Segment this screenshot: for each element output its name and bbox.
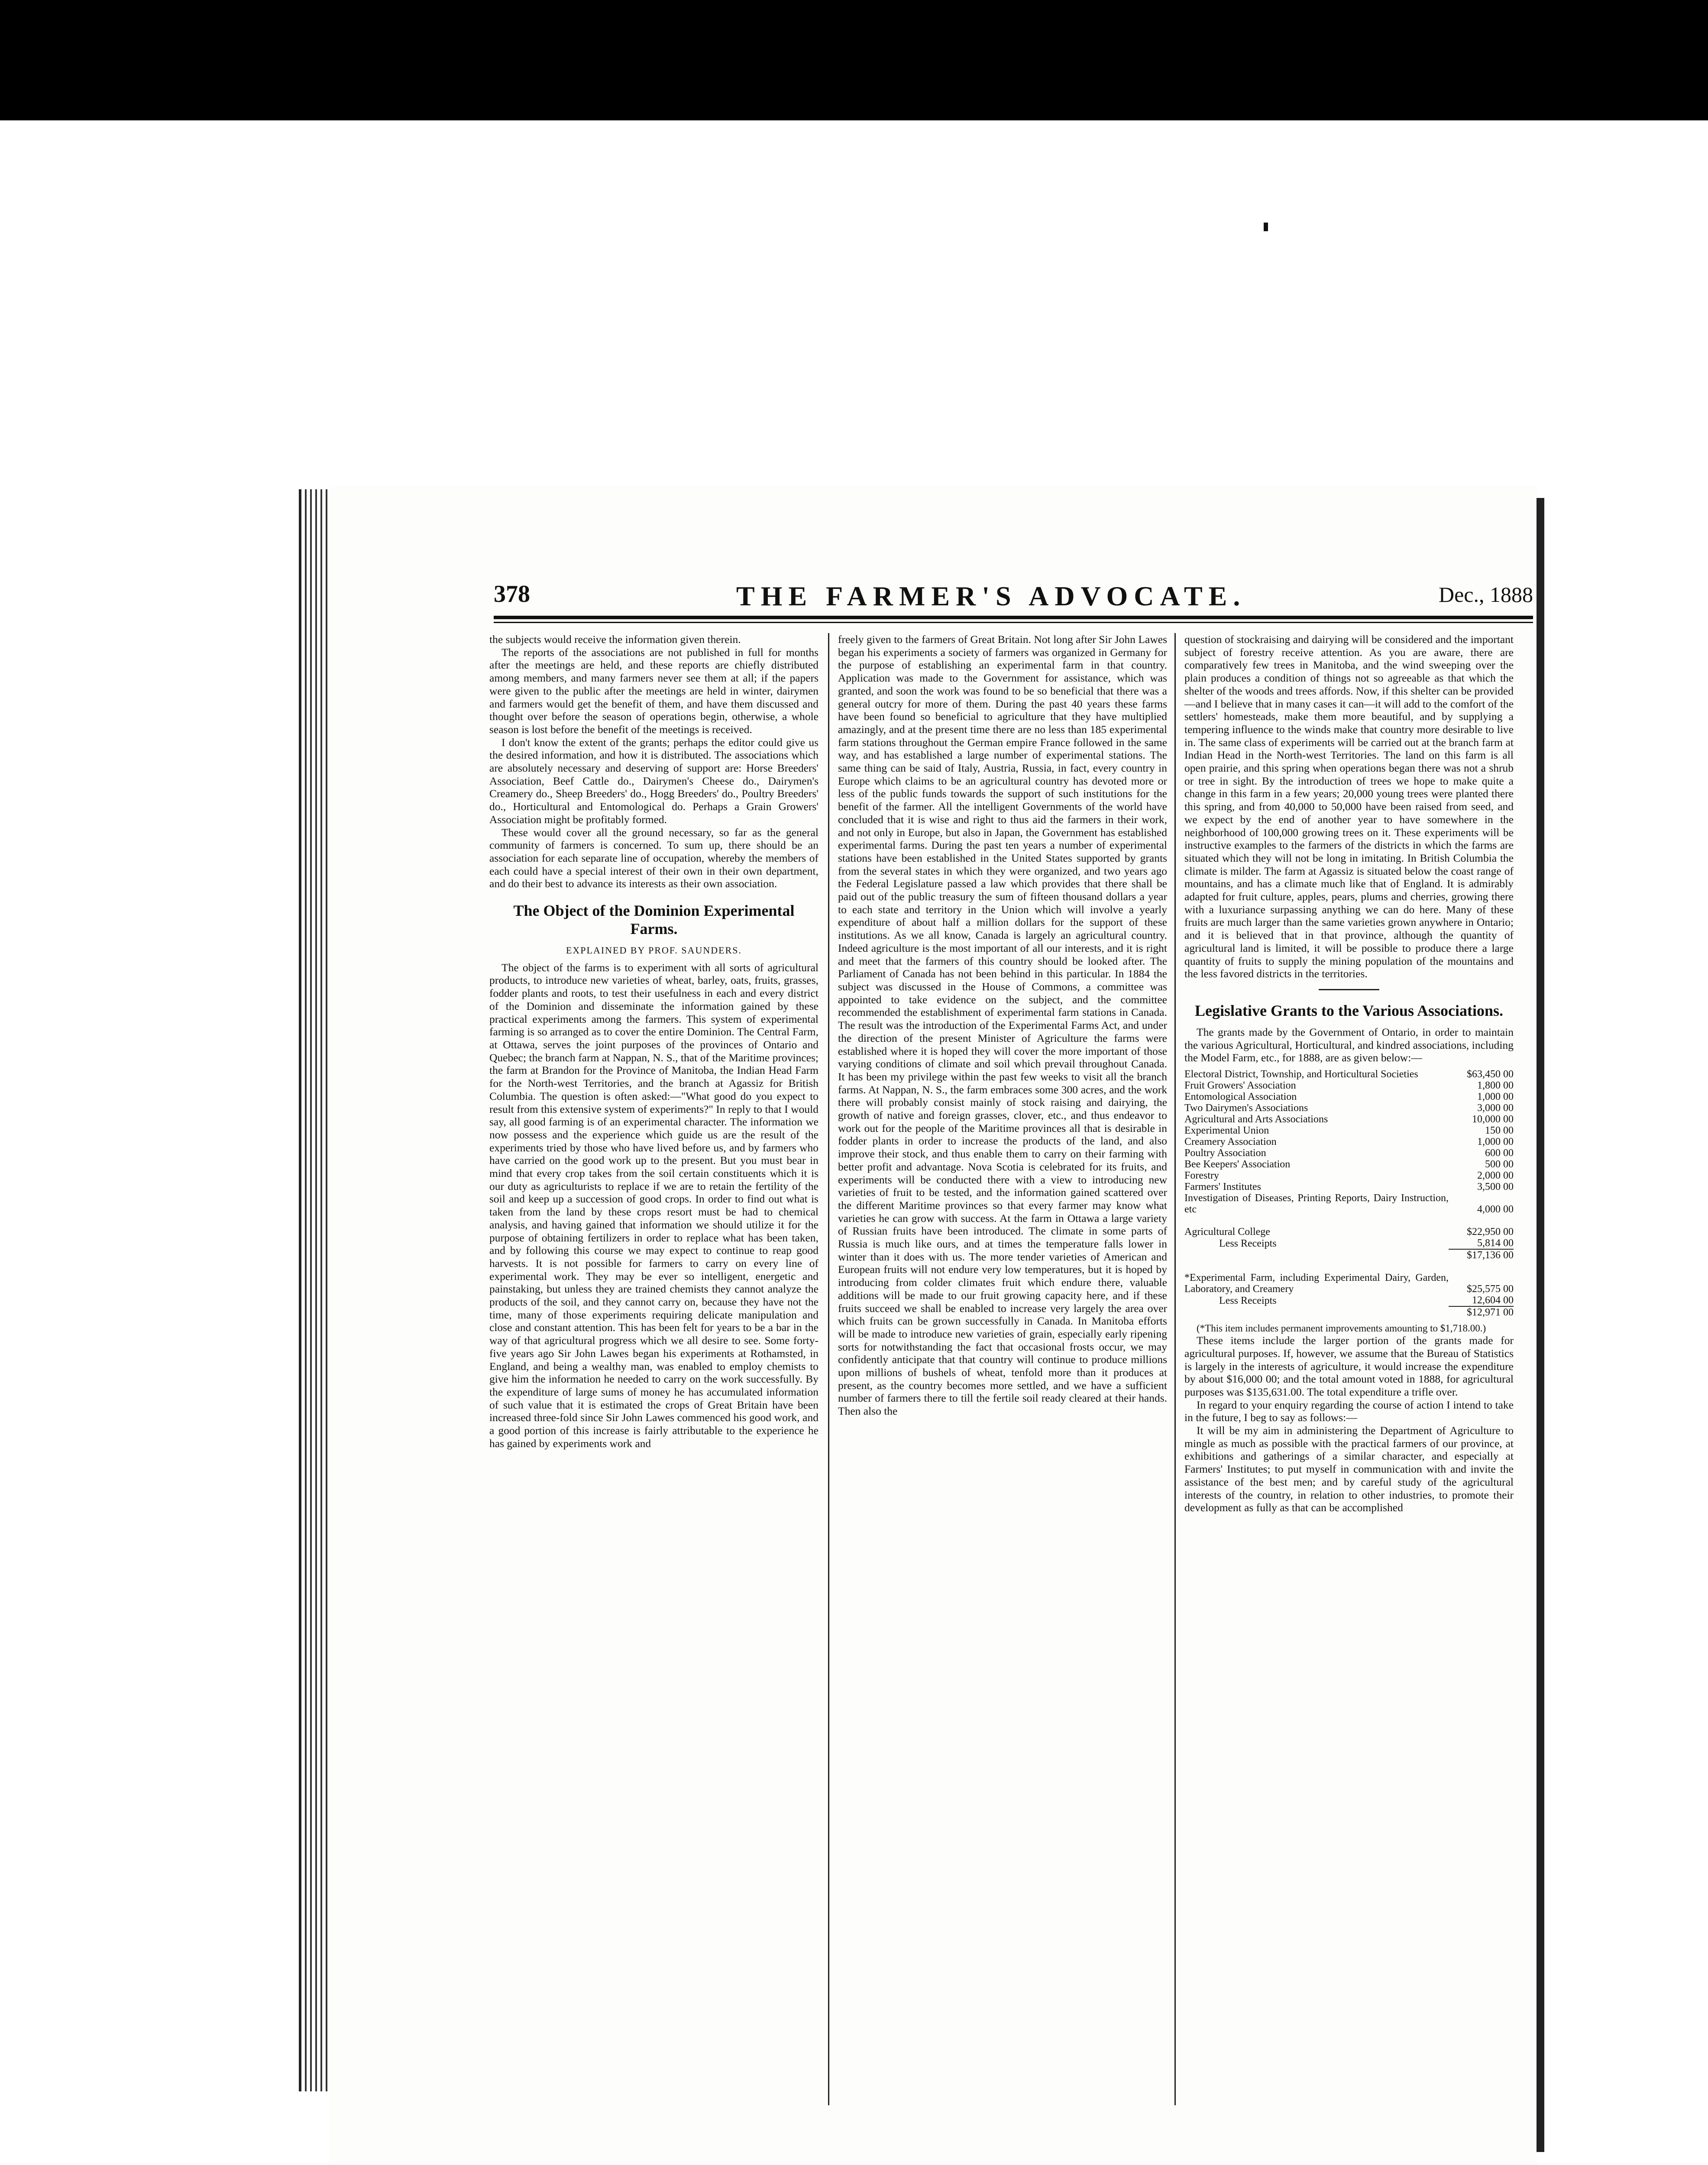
grant-amount: 3,000 00: [1477, 1102, 1514, 1114]
grant-amount: 3,500 00: [1477, 1181, 1514, 1193]
grant-row: [1184, 1181, 1514, 1192]
grant-label: Creamery Association: [1184, 1136, 1277, 1148]
column-3: [1184, 633, 1514, 1514]
grant-amount: 10,000 00: [1472, 1114, 1514, 1125]
grant-amount: 600 00: [1485, 1147, 1514, 1159]
grant-amount: 4,000 00: [1477, 1204, 1514, 1215]
grant-label: Entomological Association: [1184, 1091, 1297, 1103]
page-number: 378: [494, 581, 530, 607]
paragraph: The object of the farms is to experiment with all sorts of agricultural products, to introduce new varieties of wheat, barley, oats, fruits, grasses, fodder plants and roots, to test their usefulness in each and every district of the Dominion and disseminate the information gained by these practical experiments among the farmers. This system of experimental farming is so arranged as to cover the entire Dominion. The Central Farm, at Ottawa, serves the joint purposes of the provinces of Ontario and Quebec; the branch farm at Nappan, N. S., that of the Maritime provinces; the farm at Brandon for the Province of Manitoba, the Indian Head Farm for the North-west Territories, and the branch at Agassiz for British Columbia. The question is often asked:—"What good do you expect to result from this extensive system of experiments?" In reply to that I would say, all good farming is of an experimental character. The information we now possess and the experience which guide us are the result of the experiments tried by those who have lived before us, and by farmers who have carried on the good work up to the present. But you must bear in mind that every crop takes from the soil certain constituents which it is our duty as agriculturists to replace if we are to retain the fertility of the soil and keep up a succession of good crops. In order to find out what is taken from the land by these crops resort must be had to chemical analysis, and having gained that information we should utilize it for the purpose of obtaining fertilizers in order to replace what has been taken, and by following this course we may expect to continue to reap good harvests. It is not possible for farmers to carry on every line of experimental work. They may be ever so intelligent, energetic and painstaking, but unless they are trained chemists they cannot analyze the products of the soil, and they cannot carry on, because they have not the time, many of those experiments requiring delicate manipulation and close and constant attention. This has been felt for years to be a bar in the way of that agricultural progress which we all desire to see. Some forty-five years ago Sir John Lawes began his experiments at Rothamsted, in England, and being a wealthy man, was enabled to employ chemists to give him the information he needed to carry on the work successfully. By the expenditure of large sums of money he has accumulated information of such value that it is estimated the crops of Great Britain have been increased three-fold since Sir John Lawes commenced his good work, and a good portion of this increase is fairly attributable to the experience he has gained by experiments work and: [489, 961, 818, 1450]
grant-label: Poultry Association: [1184, 1147, 1266, 1159]
grant-amount: 1,000 00: [1477, 1136, 1514, 1148]
grant-label: Agricultural College: [1184, 1226, 1270, 1238]
grant-label: Agricultural and Arts Associations: [1184, 1114, 1328, 1125]
paragraph: The reports of the associations are not published in full for months after the meetings are held, and these reports are chiefly distributed among members, and many farmers never see them at all; if the papers were given to the public after the meetings are held in winter, dairymen and farmers would get the benefit of them, and have them discussed and thought over before the season of operations begin, otherwise, a whole season is lost before the benefit of the meetings is received.: [489, 646, 818, 736]
page-right-edge: [1537, 498, 1544, 2152]
grant-amount: 5,814 00: [1477, 1238, 1514, 1249]
column-divider-2: [1174, 633, 1176, 2105]
paragraph: It will be my aim in administering the Department of Agriculture to mingle as much as possible with the practical farmers of our province, at exhibitions and gatherings of a similar character, and especially at Farmers' Institutes; to put myself in communication with and invite the assistance of the best men; and by careful study of the agricultural interests of the country, in relation to other industries, to promote their development as fully as that can be accomplished: [1184, 1424, 1514, 1514]
grant-row: [1184, 1147, 1514, 1159]
grant-amount: 150 00: [1485, 1125, 1514, 1137]
grant-amount: 2,000 00: [1477, 1170, 1514, 1182]
grant-amount: 1,000 00: [1477, 1091, 1514, 1103]
grant-label: Less Receipts: [1219, 1238, 1277, 1250]
grant-amount: 500 00: [1485, 1159, 1514, 1170]
grant-label: Experimental Union: [1184, 1125, 1269, 1137]
grant-row: [1184, 1091, 1514, 1102]
paragraph: These would cover all the ground necessary, so far as the general community of farmers is concerned. To sum up, there should be an association for each separate line of occupation, whereby the members of each could have a special interest of their own in their own department, and do their best to advance its interests as their own association.: [489, 826, 818, 890]
scan-speck: [1264, 223, 1268, 231]
page-header: [494, 580, 1533, 615]
paragraph: These items include the larger portion of the grants made for agricultural purposes. If, however, we assume that the Bureau of Statistics is largely in the interests of agriculture, it would increase the expenditure by about $16,000 00; and the total amount voted in 1888, for agricultural purposes was $135,631.00. The total expenditure a trifle over.: [1184, 1334, 1514, 1398]
grant-net: $17,136 00: [1449, 1249, 1514, 1261]
grant-row: [1184, 1080, 1514, 1091]
paragraph: The grants made by the Government of Ontario, in order to maintain the various Agricultural, Horticultural, and kindred associations, including the Model Farm, etc., for 1888, are as given below:—: [1184, 1025, 1514, 1064]
grant-row: [1184, 1069, 1514, 1080]
grant-amount: 12,604 00: [1472, 1295, 1514, 1306]
section-rule: [1319, 989, 1379, 990]
grant-row: [1184, 1114, 1514, 1125]
paragraph: freely given to the farmers of Great Britain. Not long after Sir John Lawes began his experiments a society of farmers was organized in Germany for the purpose of establishing an experimental farm in that country. Application was made to the Government for assistance, which was granted, and soon the work was found to be so beneficial that there was a general outcry for more of them. During the past 40 years these farms have been found so beneficial to agriculture that they have multiplied amazingly, and at the present time there are no less than 185 experimental farm stations throughout the German empire France followed in the same way, and has established a large number of experimental stations. The same thing can be said of Italy, Austria, Russia, in fact, every country in Europe which claims to be an agricultural country has devoted more or less of the public funds towards the support of such institutions for the benefit of the farmer. All the intelligent Governments of the world have concluded that it is wise and right to thus aid the farmers in their work, and not only in Europe, but also in Japan, the Government has established experimental farms. During the past ten years a number of experimental stations have been established in the United States supported by grants from the several states in which they were organized, and two years ago the Federal Legislature passed a law which provides that there shall be paid out of the public treasury the sum of fifteen thousand dollars a year to each state and territory in the Union which will involve a yearly expenditure of about half a million dollars for the support of these institutions. As we all know, Canada is largely an agricultural country. Indeed agriculture is the most important of all our interests, and it is right and meet that the farmers of this country should be looked after. The Parliament of Canada has not been behind in this particular. In 1884 the subject was discussed in the House of Commons, a committee was appointed to take evidence on the subject, and the committee recommended the establishment of experimental farm stations in Canada. The result was the introduction of the Experimental Farms Act, and under the direction of the present Minister of Agriculture the farms were established where it is hoped they will cover the more important of those varying conditions of climate and soil which prevail throughout Canada. It has been my privilege within the past few weeks to visit all the branch farms. At Nappan, N. S., the farm embraces some 300 acres, and the work there will probably consist mainly of stock raising and dairying, the growth of native and foreign grasses, clover, etc., and thus endeavor to work out for the people of the Maritime provinces all that is desirable in fodder plants in order to increase the products of the land, and also improve their stock, and thus enable them to carry on their farming with better profit and advantage. Nova Scotia is celebrated for its fruits, and experiments will be conducted there with a view to introducing new varieties of fruit to be tested, and the information gained scattered over the different Maritime provinces so that every farmer may know what varieties he can grow with success. At the farm in Ottawa a large variety of Russian fruits have been introduced. The climate in some parts of Russia is much like ours, and at times the temperature falls lower in winter than it does with us. The more tender varieties of American and European fruits will not endure very low temperatures, but it is hoped by introducing from colder climates fruit which endure there, valuable additions will be made to our fruit growing capacity here, and if these fruits succeed we shall be enabled to increase very largely the area over which fruits can be grown successfully in Canada. In Manitoba efforts will be made to introduce new varieties of grain, especially early ripening sorts for notwithstanding the fact that occasional frosts occur, we may confidently anticipate that that country will continue to produce millions upon millions of bushels of wheat, tenfold more than it produces at present, as the country becomes more settled, and we have a sufficient number of farmers there to till the fertile soil ready cleared at their hands. Then also the: [838, 633, 1167, 1418]
paragraph: the subjects would receive the information given therein.: [489, 633, 741, 646]
grants-table: [1184, 1069, 1514, 1318]
header-rule: [494, 616, 1533, 619]
grant-row: [1184, 1159, 1514, 1170]
grant-label: Forestry: [1184, 1170, 1219, 1182]
paragraph: question of stockraising and dairying will be considered and the important subject of forestry receive attention. As you are aware, there are comparatively few trees in Manitoba, and the wind sweeping over the plain produces a condition of things not so agreeable as that which the shelter of the woods and trees affords. Now, if this shelter can be provided—and I believe that in many cases it can—it will add to the comfort of the settlers' homesteads, make them more beautiful, and by supplying a tempering influence to the winds make that country more desirable to live in. The same class of experiments will be carried out at the branch farm at Indian Head in the North-west Territories. The land on this farm is all open prairie, and this spring when operations began there was not a shrub or tree in sight. By the introduction of trees we hope to make quite a change in this farm in a few years; 20,000 young trees were planted there this spring, and from 40,000 to 50,000 have been raised from seed, and we expect by the end of another year to have somewhere in the neighborhood of 100,000 growing trees on it. These experiments will be instructive examples to the farmers of the districts in which the farms are situated which they will not be long in imitating. In British Columbia the climate is milder. The farm at Agassiz is situated below the coast range of mountains, and has a climate much like that of England. It is admirably adapted for fruit culture, apples, pears, plums and cherries, growing there with a luxuriance surpassing anything we can do here. Many of these fruits are much larger than the same varieties grown anywhere in Ontario; and it is believed that in that province, although the quantity of agricultural land is limited, it will be possible to produce there a large quantity of fruits to supply the mining population of the mountains and the less favored districts in the territories.: [1184, 633, 1514, 980]
article-heading: Legislative Grants to the Various Associations.: [1194, 1002, 1504, 1019]
grant-label: Electoral District, Township, and Horticultural Societies: [1184, 1069, 1418, 1080]
paragraph: In regard to your enquiry regarding the course of action I intend to take in the future, I beg to say as follows:—: [1184, 1398, 1514, 1424]
grant-amount: $22,950 00: [1467, 1226, 1514, 1238]
header-rule-thin: [494, 622, 1533, 623]
grant-row: [1184, 1102, 1514, 1114]
article-heading: The Object of the Dominion Experimental Farms.: [513, 902, 795, 938]
grant-row: [1184, 1136, 1514, 1147]
grant-label: Less Receipts: [1219, 1295, 1277, 1307]
footnote: (*This item includes permanent improvements amounting to $1,718.00.): [1197, 1323, 1486, 1334]
grant-row: [1184, 1192, 1514, 1215]
grant-row: [1184, 1125, 1514, 1136]
grant-label: Farmers' Institutes: [1184, 1181, 1261, 1193]
grant-label: Investigation of Diseases, Printing Reports, Dairy Instruction, etc: [1184, 1192, 1449, 1215]
grant-label: Two Dairymen's Associations: [1184, 1102, 1308, 1114]
grant-label: *Experimental Farm, including Experimental Dairy, Garden, Laboratory, and Creamery: [1184, 1272, 1449, 1295]
column-divider-1: [828, 633, 829, 2105]
paragraph: I don't know the extent of the grants; perhaps the editor could give us the desired information, and how it is distributed. The associations which are absolutely necessary and deserving of support are: Horse Breeders' Association, Beef Cattle do., Dairymen's Cheese do., Dairymen's Creamery do., Sheep Breeders' do., Hogg Breeders' do., Poultry Breeders' do., Horticultural and Entomological do. Perhaps a Grain Growers' Association might be profitably formed.: [489, 736, 818, 826]
column-2: [838, 633, 1167, 1418]
masthead-title: THE FARMER'S ADVOCATE.: [736, 581, 1246, 611]
column-1: [489, 633, 818, 1450]
grant-amount: $25,575 00: [1467, 1283, 1514, 1295]
article-byline: EXPLAINED BY PROF. SAUNDERS.: [566, 945, 742, 956]
grant-label: Fruit Growers' Association: [1184, 1080, 1296, 1092]
grant-amount: $63,450 00: [1467, 1069, 1514, 1080]
issue-date: Dec., 1888: [1439, 582, 1533, 607]
grant-row: [1184, 1170, 1514, 1181]
grant-amount: 1,800 00: [1477, 1080, 1514, 1092]
grant-net: $12,971 00: [1449, 1306, 1514, 1318]
grant-label: Bee Keepers' Association: [1184, 1159, 1291, 1170]
